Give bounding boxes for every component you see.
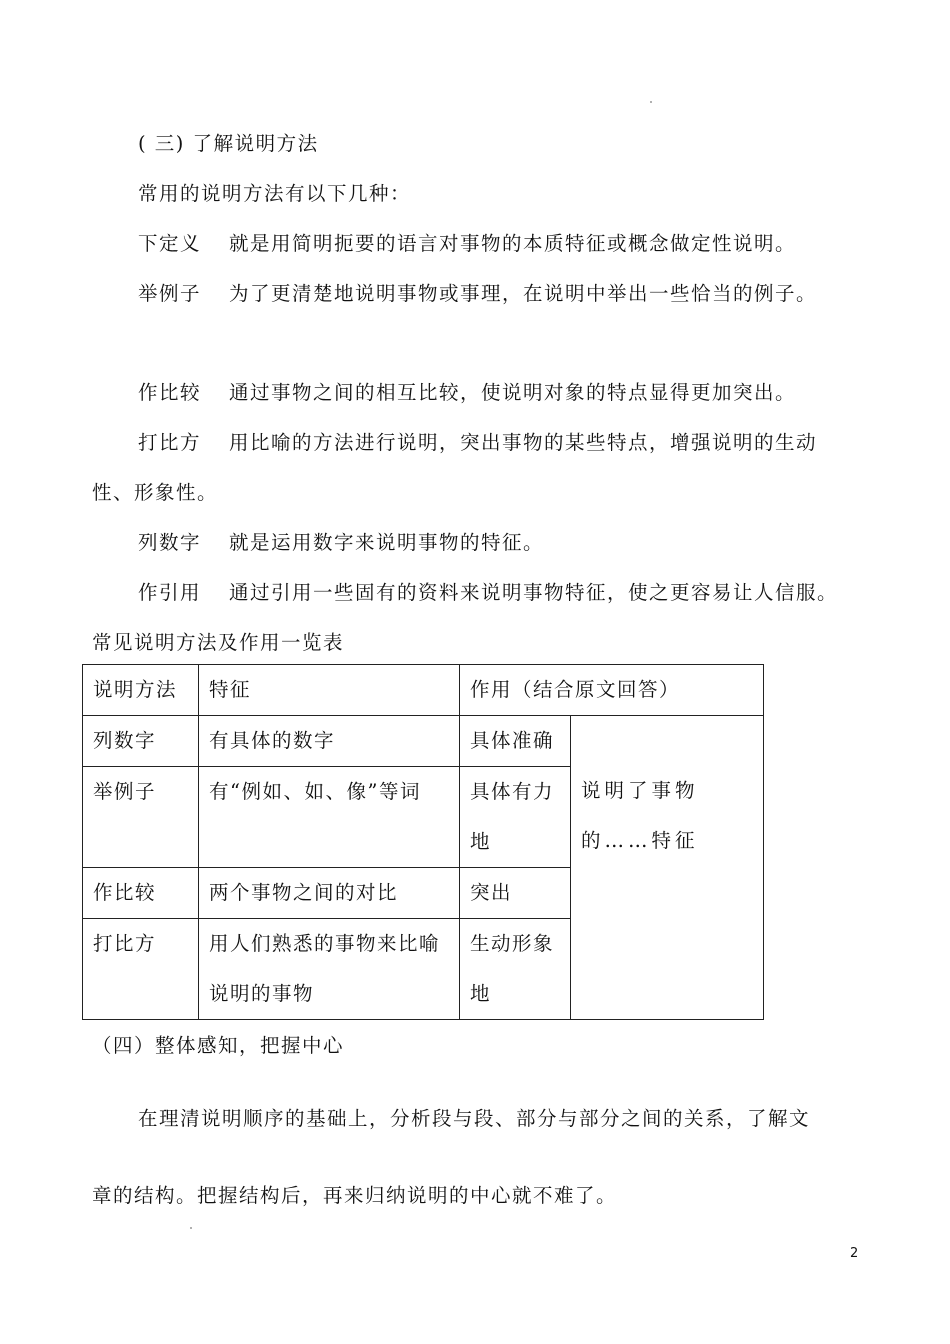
method-item-example: [138, 278, 817, 306]
table-header-cell: 说明方法: [83, 665, 199, 716]
method-desc: 为了更清楚地说明事物或事理，在说明中举出一些恰当的例子。: [229, 282, 818, 305]
method-item-analogy-cont: 性、形象性。: [92, 481, 219, 504]
method-item-definition: [138, 228, 796, 256]
method-desc: 用比喻的方法进行说明，突出事物的某些特点，增强说明的生动: [229, 431, 818, 454]
table-cell-feature: 有具体的数字: [199, 716, 460, 767]
table-header-cell: 作用（结合原文回答）: [460, 665, 764, 716]
section4-paragraph-line1: 在理清说明顺序的基础上，分析段与段、部分与部分之间的关系，了解文: [138, 1107, 811, 1130]
section3-intro: 常用的说明方法有以下几种：: [138, 182, 412, 205]
method-item-comparison: [138, 377, 796, 405]
methods-table-wrap: [82, 664, 764, 1020]
table-cell-effect: 突出: [460, 868, 571, 919]
scan-speck: [190, 1227, 192, 1229]
table-cell-feature: 用人们熟悉的事物来比喻说明的事物: [199, 919, 460, 1020]
table-row: [83, 716, 764, 767]
method-desc: 就是用简明扼要的语言对事物的本质特征或概念做定性说明。: [229, 232, 797, 255]
table-cell-method: 列数字: [83, 716, 199, 767]
method-term: 列数字: [138, 531, 202, 554]
method-term: 作引用: [138, 581, 202, 604]
table-cell-method: 打比方: [83, 919, 199, 1020]
table-cell-feature: 两个事物之间的对比: [199, 868, 460, 919]
page-number: 2: [850, 1246, 859, 1261]
method-desc: 通过事物之间的相互比较，使说明对象的特点显得更加突出。: [229, 381, 797, 404]
methods-table: [82, 664, 764, 1020]
method-desc: 通过引用一些固有的资料来说明事物特征，使之更容易让人信服。: [229, 581, 839, 604]
scan-speck: [650, 101, 652, 103]
table-cell-method: 举例子: [83, 767, 199, 868]
method-item-numbers: [138, 527, 544, 555]
method-term: 打比方: [138, 431, 202, 454]
table-caption: 常见说明方法及作用一览表: [92, 631, 345, 654]
table-cell-effect: 生动形象地: [460, 919, 571, 1020]
section3-heading: ( 三) 了解说明方法: [138, 132, 319, 155]
method-item-citation: [138, 577, 838, 605]
section4-paragraph-line2: 章的结构。把握结构后，再来归纳说明的中心就不难了。: [92, 1184, 618, 1207]
method-term: 下定义: [138, 232, 202, 255]
section4-heading: （四）整体感知，把握中心: [92, 1034, 345, 1057]
table-header-row: [83, 665, 764, 716]
method-item-analogy: [138, 427, 817, 455]
table-cell-effect: 具体有力地: [460, 767, 571, 868]
method-desc: 就是运用数字来说明事物的特征。: [229, 531, 545, 554]
table-cell-method: 作比较: [83, 868, 199, 919]
merged-effect-text: 说明了事物的……特征: [581, 779, 699, 852]
method-term: 作比较: [138, 381, 202, 404]
table-cell-feature: 有“例如、如、像”等词: [199, 767, 460, 868]
table-cell-effect: 具体准确: [460, 716, 571, 767]
table-header-cell: 特征: [199, 665, 460, 716]
method-term: 举例子: [138, 282, 202, 305]
table-cell-merged-effect: [571, 716, 764, 1020]
